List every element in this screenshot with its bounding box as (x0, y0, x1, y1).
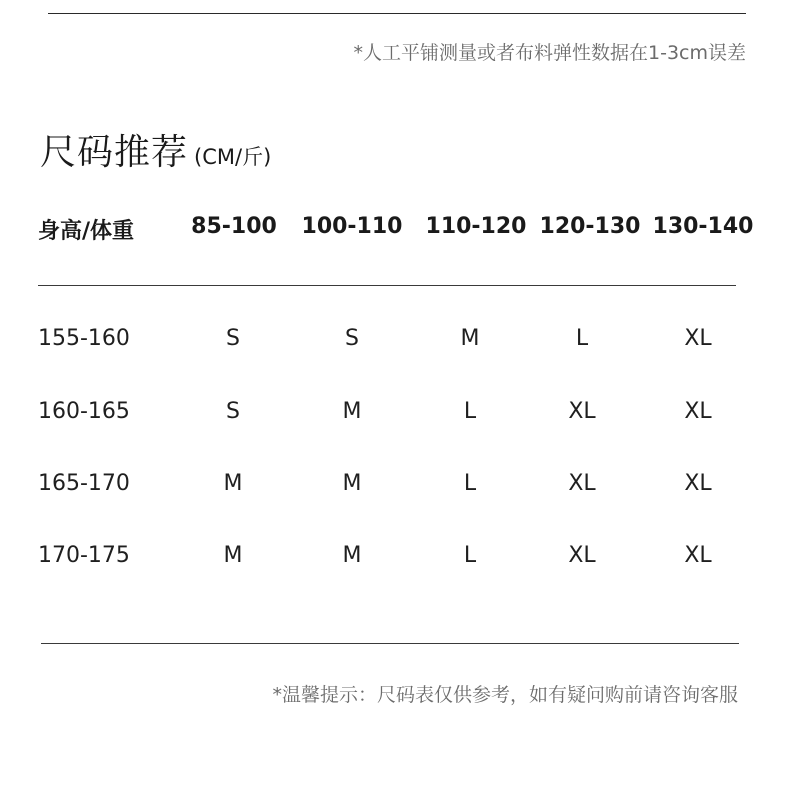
size-cell: M (223, 543, 243, 568)
weight-header: 110-120 (425, 214, 527, 239)
size-cell: L (463, 399, 477, 424)
height-label: 170-175 (38, 543, 130, 568)
size-cell: XL (684, 543, 712, 568)
size-cell: XL (684, 399, 712, 424)
weight-header: 120-130 (539, 214, 641, 239)
height-label: 160-165 (38, 399, 130, 424)
page-title (40, 124, 271, 175)
size-cell: XL (568, 471, 596, 496)
weight-header: 100-110 (301, 214, 403, 239)
size-cell: L (575, 326, 589, 351)
reference-note: *温馨提示：尺码表仅供参考，如有疑问购前请咨询客服 (272, 684, 738, 706)
title-main: 尺码推荐 (40, 132, 189, 173)
bottom-divider (41, 643, 739, 644)
size-cell: XL (568, 399, 596, 424)
weight-header: 85-100 (191, 214, 277, 239)
size-cell: M (342, 471, 362, 496)
size-cell: L (463, 543, 477, 568)
top-divider (48, 13, 746, 14)
title-unit: (CM/斤) (194, 145, 272, 169)
size-cell: S (345, 326, 359, 351)
size-cell: XL (568, 543, 596, 568)
corner-header: 身高/体重 (38, 219, 135, 244)
size-cell: XL (684, 326, 712, 351)
size-cell: M (460, 326, 480, 351)
size-cell: S (226, 399, 240, 424)
height-label: 165-170 (38, 471, 130, 496)
size-cell: S (226, 326, 240, 351)
weight-header: 130-140 (652, 214, 754, 239)
size-cell: L (463, 471, 477, 496)
height-label: 155-160 (38, 326, 130, 351)
size-cell: M (223, 471, 243, 496)
size-cell: M (342, 543, 362, 568)
measurement-note: *人工平铺测量或者布料弹性数据在1-3cm误差 (353, 42, 746, 64)
size-cell: M (342, 399, 362, 424)
header-divider (38, 285, 736, 286)
size-cell: XL (684, 471, 712, 496)
